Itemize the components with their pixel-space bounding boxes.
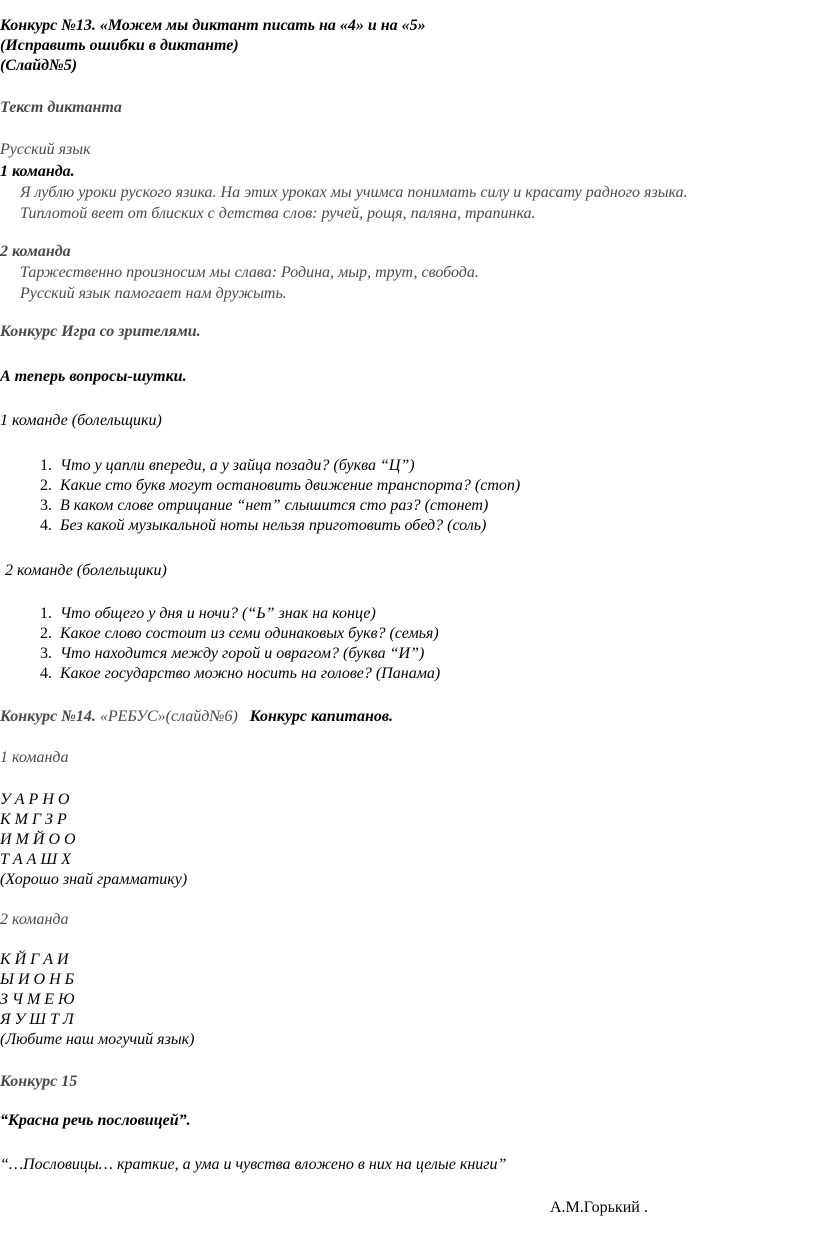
rebus-row: У А Р Н О [0,791,70,808]
list-item: 4. Без какой музыкальной ноты нельзя приготовить обед? (соль) [40,517,487,534]
contest14-title: Конкурс №14. [0,708,96,725]
contest13-slide: (Слайд№5) [0,57,78,74]
contest13-title: Конкурс №13. «Можем мы диктант писать на «4» и на «5» [0,17,426,34]
list-item: 3. Что находится между горой и оврагом? (буква “И”) [40,645,425,662]
list-item: 3. В каком слове отрицание “нет” слышится сто раз? (стонет) [40,497,489,514]
contest14-team1-label: 1 команда [0,749,69,766]
question-text: Какое государство можно носить на голове? (Панама) [60,665,441,682]
dictation-team1-line: Я лублю уроки руского язика. На этих уроках мы учимса понимать силу и красату радного языка. [20,184,688,201]
rebus-row: Т А А Ш Х [0,851,71,868]
contest15-title: Конкурс 15 [0,1073,78,1090]
rebus-row: К М Г З Р [0,811,67,828]
contest15-subtitle: “Красна речь пословицей”. [0,1112,191,1129]
rebus-row: Ы И О Н Б [0,971,75,988]
dictation-team1-label: 1 команда. [0,163,75,180]
dictation-team2-line: Таржественно произносим мы слава: Родина, мыр, трут, свобода. [20,264,479,281]
jokes-heading: А теперь вопросы-шутки. [0,368,187,385]
rebus-row: И М Й О О [0,831,76,848]
contest14-rebus: «РЕБУС»(слайд№6) [99,708,238,725]
contest14-line [0,707,393,727]
question-text: Что находится между горой и оврагом? (буква “И”) [60,645,425,662]
dictation-team2-line: Русский язык памогает нам дружыть. [20,285,287,302]
audience-title: Конкурс Игра со зрителями. [0,323,201,340]
rebus-answer: (Хорошо знай грамматику) [0,871,188,888]
question-text: В каком слове отрицание “нет” слышится сто раз? (стонет) [60,497,489,514]
dictation-heading: Текст диктанта [0,99,122,116]
contest14-team2-label: 2 команда [0,911,69,928]
rebus-row: З Ч М Е Ю [0,991,75,1008]
question-text: Какие сто букв могут остановить движение транспорта? (стоп) [60,477,521,494]
rebus-answer: (Любите наш могучий язык) [0,1031,195,1048]
group2-label: 2 команде (болельщики) [5,562,167,579]
contest13-subtitle: (Исправить ошибки в диктанте) [0,37,239,54]
question-text: Какое слово состоит из семи одинаковых букв? (семья) [60,625,439,642]
question-text: Что у цапли впереди, а у зайца позади? (буква “Ц”) [60,457,415,474]
list-item: 1. Что общего у дня и ночи? (“Ь” знак на конце) [40,605,376,622]
list-item: 2. Какие сто букв могут остановить движение транспорта? (стоп) [40,477,521,494]
contest15-quote: “…Пословицы… краткие, а ума и чувства вложено в них на целые книги” [0,1156,507,1173]
contest14-captains: Конкурс капитанов. [249,708,393,725]
rebus-row: Я У Ш Т Л [0,1011,74,1028]
list-item: 1. Что у цапли впереди, а у зайца позади? (буква “Ц”) [40,457,415,474]
list-item: 2. Какое слово состоит из семи одинаковых букв? (семья) [40,625,439,642]
list-item: 4. Какое государство можно носить на голове? (Панама) [40,665,441,682]
dictation-team1-line: Типлотой веет от блиских с детства слов: ручей, рощя, паляна, трапинка. [20,205,536,222]
contest15-author: А.М.Горький . [550,1199,648,1216]
dictation-team2-label: 2 команда [0,243,71,260]
rebus-row: К Й Г А И [0,951,69,968]
group1-label: 1 команде (болельщики) [0,412,162,429]
dictation-subject: Русский язык [0,141,91,158]
question-text: Что общего у дня и ночи? (“Ь” знак на конце) [60,605,376,622]
question-text: Без какой музыкальной ноты нельзя приготовить обед? (соль) [60,517,487,534]
